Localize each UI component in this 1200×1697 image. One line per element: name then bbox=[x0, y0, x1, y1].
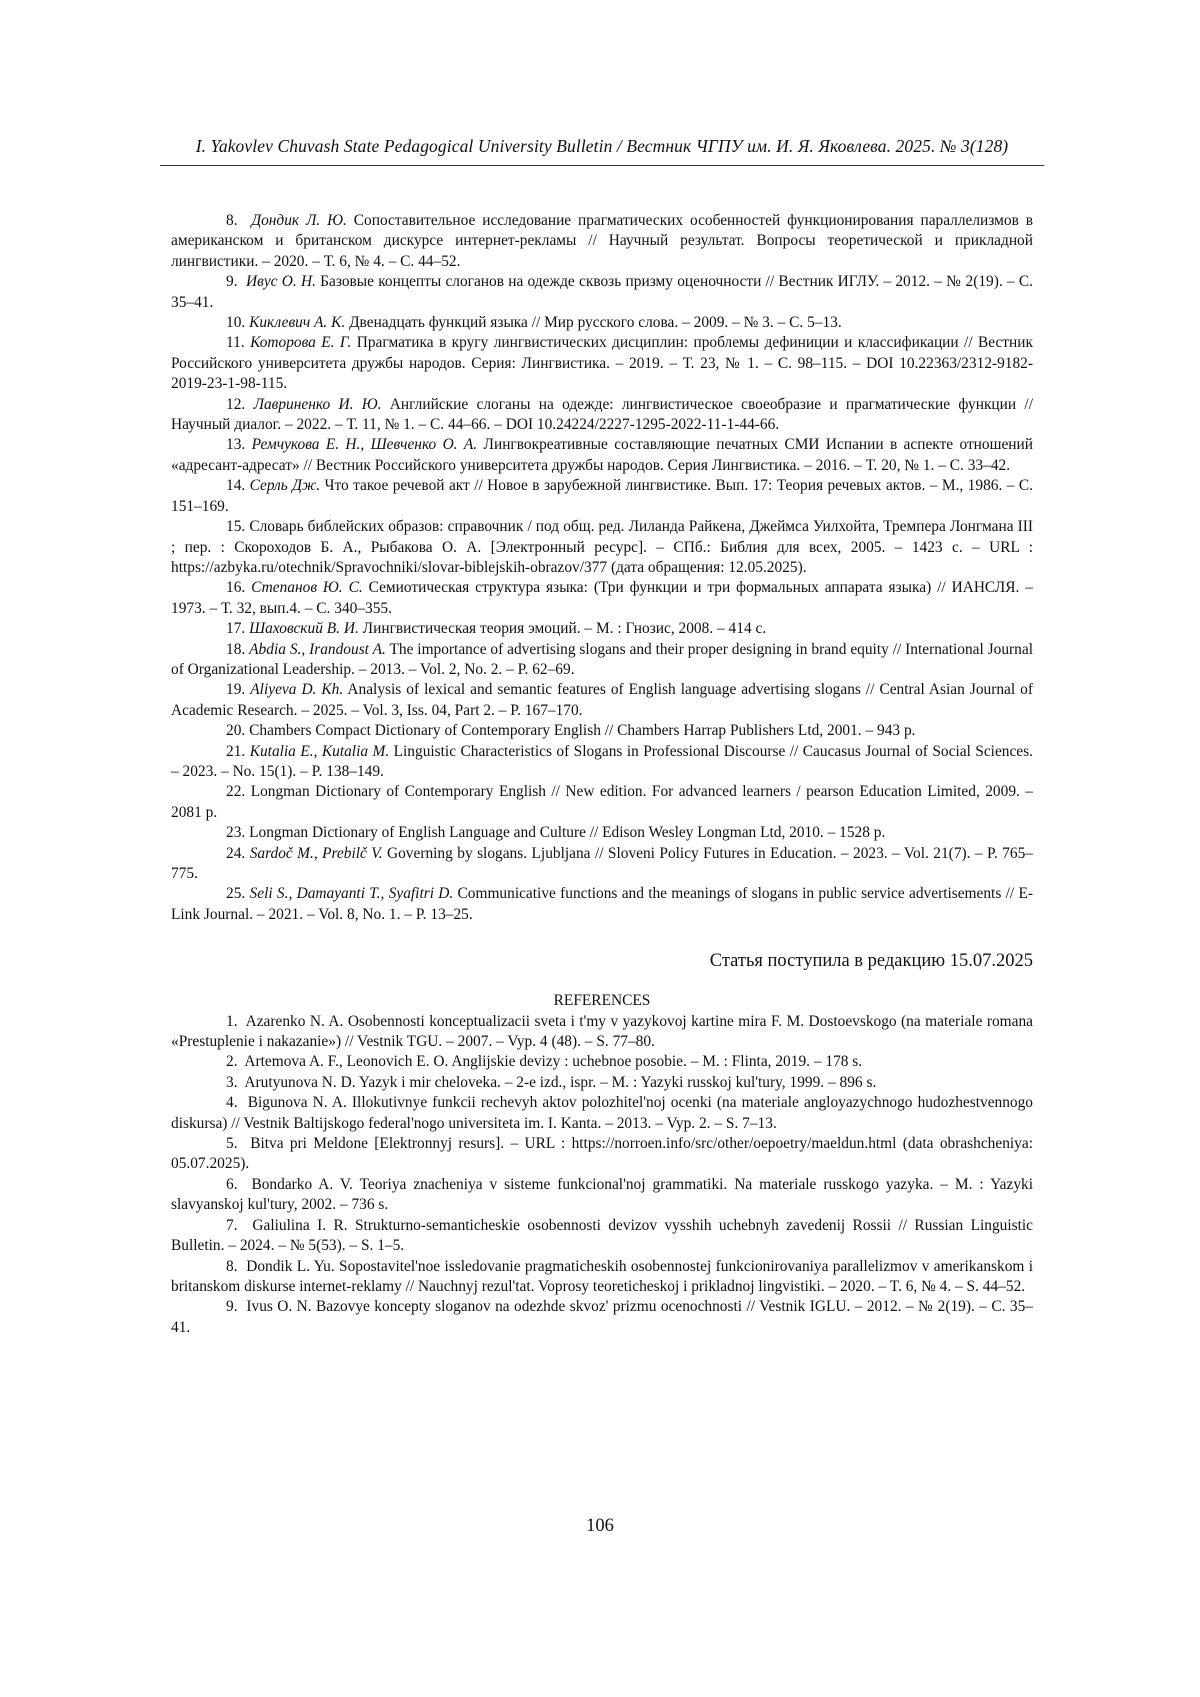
reference-entry: 2. Artemova A. F., Leonovich E. O. Anglijskie devizy : uchebnoe posobie. – M. : Flinta, 2019. – 178 s. bbox=[226, 1053, 863, 1071]
reference-entry: 1. Azarenko N. A. Osobennosti konceptualizacii sveta i t'my v yazykovoj kartine mira F. M. Dostoevskogo (na materiale romana «Prestuplenie i nakazanie») // Vestnik TGU. – 2007. – Vyp. 4 (48). – S. 77–80. bbox=[171, 1012, 1033, 1051]
bibliography-entry: 9. Ивус О. Н. Базовые концепты слоганов на одежде сквозь призму оценочности // Вестник ИГЛУ. – 2012. – № 2(19). – С. 35–41. bbox=[171, 273, 1033, 311]
bibliography-entry: 14. Серль Дж. Что такое речевой акт // Новое в зарубежной лингвистике. Вып. 17: Теория речевых актов. – М., 1986. – С. 151–169. bbox=[171, 477, 1033, 515]
running-header: I. Yakovlev Chuvash State Pedagogical University Bulletin / Вестник ЧГПУ им. И. Я. Яковлева. 2025. № 3(128) bbox=[195, 136, 1009, 156]
entry-author: Sardoč M., Prebilč V. bbox=[249, 844, 383, 862]
bibliography-entry: 10. Киклевич А. К. Двенадцать функций языка // Мир русского слова. – 2009. – № 3. – С. 5–13. bbox=[226, 314, 842, 332]
bibliography-entry: 21. Kutalia E., Kutalia M. Linguistic Characteristics of Slogans in Professional Discourse // Caucasus Journal of Social Sciences. – 2023. – No. 15(1). – P. 138–149. bbox=[171, 742, 1033, 780]
bibliography-list bbox=[171, 211, 1033, 925]
entry-author: Abdia S., Irandoust A. bbox=[249, 640, 386, 658]
entry-author: Которова Е. Г. bbox=[250, 334, 352, 352]
bibliography-entry: 16. Степанов Ю. С. Семиотическая структура языка: (Три функции и три формальных аппарата языка) // ИАНСЛЯ. – 1973. – Т. 32, вып.4. – С. 340–355. bbox=[171, 579, 1033, 617]
references-heading: REFERENCES bbox=[553, 992, 651, 1010]
bibliography-entry: 22. Longman Dictionary of Contemporary English // New edition. For advanced learners / pearson Education Limited, 2009. – 2081 p. bbox=[171, 783, 1033, 821]
bibliography-entry: 8. Дондик Л. Ю. Сопоставительное исследование прагматических особенностей функционирования параллелизмов в американском и британском дискурсе интернет-рекламы // Научный результат. Вопросы теоретической и прикладной лингвистики. – 2020. – Т. 6, № 4. – С. 44–52. bbox=[171, 212, 1033, 270]
entry-author: Ремчукова Е. Н., Шевченко О. А. bbox=[251, 436, 478, 454]
entry-author: Киклевич А. К. bbox=[249, 314, 346, 332]
bibliography-entry: 20. Chambers Compact Dictionary of Contemporary English // Chambers Harrap Publishers Ltd, 2001. – 943 p. bbox=[226, 722, 916, 740]
bibliography-entry: 18. Abdia S., Irandoust A. The importance of advertising slogans and their proper designing in brand equity // International Journal of Organizational Leadership. – 2013. – Vol. 2, No. 2. – P. 62–69. bbox=[171, 640, 1033, 678]
bibliography-entry: 11. Которова Е. Г. Прагматика в кругу лингвистических дисциплин: проблемы дефиниции и классификации // Вестник Российского университета дружбы народов. Серия: Лингвистика. – 2019. – Т. 23, № 1. – С. 98–115. – DOI 10.22363/2312-9182-2019-23-1-98-115. bbox=[171, 334, 1033, 393]
bibliography-entry: 12. Лавриненко И. Ю. Английские слоганы на одежде: лингвистическое своеобразие и прагматические функции // Научный диалог. – 2022. – Т. 11, № 1. – С. 44–66. – DOI 10.24224/2227-1295-2022-11-1-44-66. bbox=[171, 395, 1033, 434]
entry-author: Seli S., Damayanti T., Syafitri D. bbox=[249, 885, 454, 903]
entry-author: Лавриненко И. Ю. bbox=[253, 395, 382, 413]
entry-author: Ивус О. Н. bbox=[246, 273, 316, 291]
reference-entry: 5. Bitva pri Meldone [Elektronnyj resurs]. – URL : https://norroen.info/src/other/oepoetry/maeldun.html (data obrashcheniya: 05.07.2025). bbox=[171, 1135, 1033, 1173]
page-number: 106 bbox=[586, 1516, 614, 1536]
bibliography-entry: 24. Sardoč M., Prebilč V. Governing by slogans. Ljubljana // Sloveni Policy Futures in Education. – 2023. – Vol. 21(7). – P. 765–775. bbox=[171, 844, 1033, 882]
entry-author: Шаховский В. И. bbox=[249, 620, 359, 638]
references-list bbox=[171, 1012, 1033, 1339]
reference-entry: 9. Ivus O. N. Bazovye koncepty sloganov na odezhde skvoz' prizmu ocenochnosti // Vestnik IGLU. – 2012. – № 2(19). – C. 35–41. bbox=[171, 1298, 1033, 1336]
bibliography-entry: 15. Словарь библейских образов: справочник / под общ. ред. Лиланда Райкена, Джеймса Уилхойта, Тремпера Лонгмана III ; пер. : Скороходов Б. А., Рыбакова О. А. [Электронный ресурс]. – СПб.: Библия для всех, 2005. – 1423 с. – URL : https://azbyka.ru/otechnik/Spravochniki/slovar-biblejskih-obrazov/377 (дата обращения: 12.05.2025). bbox=[171, 518, 1033, 576]
bibliography-entry: 25. Seli S., Damayanti T., Syafitri D. Communicative functions and the meanings of slogans in public service advertisements // E-Link Journal. – 2021. – Vol. 8, No. 1. – P. 13–25. bbox=[171, 885, 1033, 923]
reference-entry: 4. Bigunova N. A. Illokutivnye funkcii rechevyh aktov polozhitel'noj ocenki (na materiale angloyazychnogo hudozhestvennogo diskursa) // Vestnik Baltijskogo federal'nogo universiteta im. I. Kanta. – 2013. – Vyp. 2. – S. 7–13. bbox=[171, 1094, 1034, 1132]
entry-author: Серль Дж. bbox=[249, 477, 321, 495]
entry-author: Aliyeva D. Kh. bbox=[250, 681, 344, 699]
reference-entry: 7. Galiulina I. R. Strukturno-semanticheskie osobennosti devizov vysshih uchebnyh zavedenij Rossii // Russian Linguistic Bulletin. – 2024. – № 5(53). – S. 1–5. bbox=[171, 1216, 1034, 1255]
reference-entry: 6. Bondarko A. V. Teoriya znacheniya v sisteme funkcional'noj grammatiki. Na materiale russkogo yazyka. – M. : Yazyki slavyanskoj kul'tury, 2002. – 736 s. bbox=[171, 1175, 1033, 1214]
bibliography-entry: 13. Ремчукова Е. Н., Шевченко О. А. Лингвокреативные составляющие печатных СМИ Испании в аспекте отношений «адресант-адресат» // Вестник Российского университета дружбы народов. Серия Лингвистика. – 2016. – Т. 20, № 1. – С. 33–42. bbox=[171, 436, 1034, 474]
header-rule bbox=[160, 165, 1044, 166]
entry-author: Дондик Л. Ю. bbox=[251, 212, 347, 229]
received-date: Статья поступила в редакцию 15.07.2025 bbox=[709, 951, 1033, 972]
reference-entry: 8. Dondik L. Yu. Sopostavitel'noe issledovanie pragmaticheskih osobennostej funkcionirovaniya parallelizmov v amerikanskom i britanskom diskurse internet-reklamy // Nauchnyj rezul'tat. Voprosy teoreticheskoj i prikladnoj lingvistiki. – 2020. – T. 6, № 4. – S. 44–52. bbox=[171, 1257, 1033, 1295]
reference-entry: 3. Arutyunova N. D. Yazyk i mir cheloveka. – 2-e izd., ispr. – M. : Yazyki russkoj kul'tury, 1999. – 896 s. bbox=[226, 1073, 877, 1091]
entry-author: Степанов Ю. С. bbox=[251, 579, 363, 597]
entry-author: Kutalia E., Kutalia M. bbox=[249, 742, 390, 760]
page-body bbox=[171, 211, 1033, 1338]
bibliography-entry: 19. Aliyeva D. Kh. Analysis of lexical and semantic features of English language advertising slogans // Central Asian Journal of Academic Research. – 2025. – Vol. 3, Iss. 04, Part 2. – P. 167–170. bbox=[171, 681, 1034, 719]
bibliography-entry: 23. Longman Dictionary of English Language and Culture // Edison Wesley Longman Ltd, 2010. – 1528 p. bbox=[226, 824, 886, 842]
bibliography-entry: 17. Шаховский В. И. Лингвистическая теория эмоций. – М. : Гнозис, 2008. – 414 с. bbox=[226, 620, 767, 638]
